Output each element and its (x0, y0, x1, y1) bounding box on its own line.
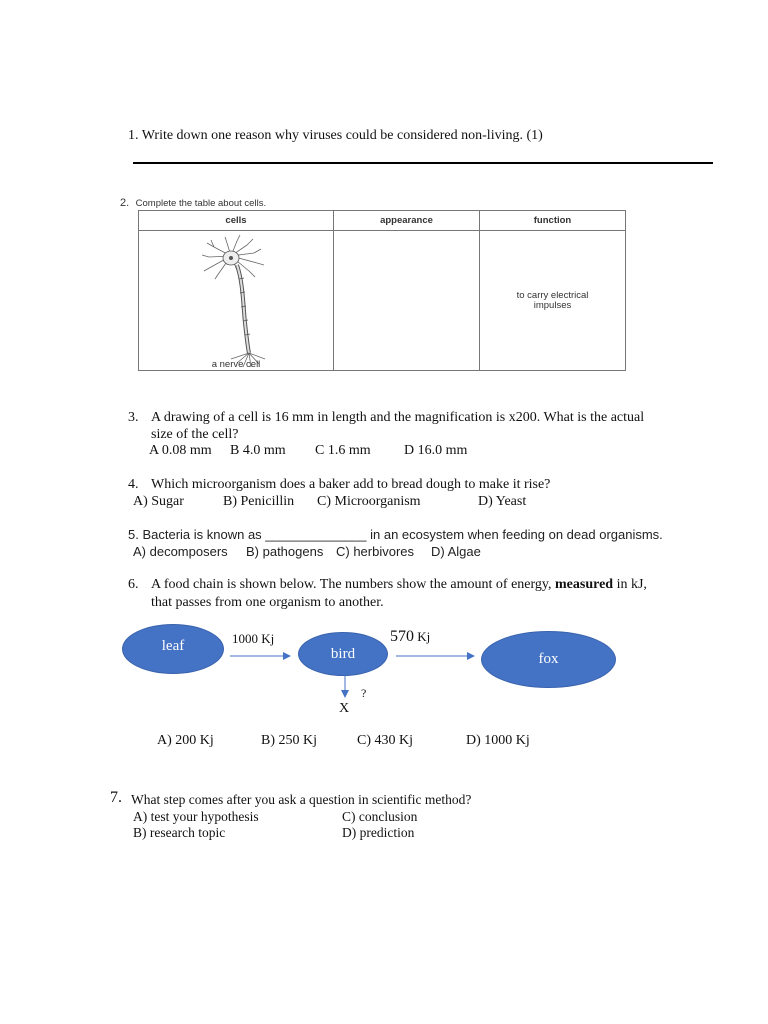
question-6-line2: that passes from one organism to another. (151, 595, 384, 610)
q4-option-d[interactable]: D) Yeast (478, 494, 527, 509)
question-4-number: 4. (128, 477, 139, 492)
question-4-text: Which microorganism does a baker add to bread dough to make it rise? (151, 477, 551, 492)
question-3-number: 3. (128, 410, 139, 425)
header-function: function (480, 211, 626, 231)
node-leaf-label: leaf (161, 637, 185, 654)
q6-option-a[interactable]: A) 200 Kj (157, 733, 214, 748)
question-6-number: 6. (128, 577, 139, 592)
energy-label-1: 1000 Kj (232, 631, 275, 646)
q7-option-d[interactable]: D) prediction (342, 825, 415, 840)
question-3-line1: A drawing of a cell is 16 mm in length and the magnification is x200. What is the actual (151, 410, 645, 425)
question-2-prompt: Complete the table about cells. (135, 198, 267, 209)
question-2-number: 2. (120, 197, 130, 209)
energy-label-2-unit: Kj (414, 629, 431, 644)
node-bird-label: bird (330, 645, 356, 662)
q5-option-b[interactable]: B) pathogens (246, 544, 324, 559)
q3-option-a[interactable]: A 0.08 mm (149, 443, 212, 458)
question-3-line2: size of the cell? (151, 427, 239, 442)
question-7-number: 7. (110, 789, 122, 806)
header-appearance: appearance (334, 211, 480, 231)
q4-option-c[interactable]: C) Microorganism (317, 494, 421, 509)
question-5-text: 5. Bacteria is known as ______________ in an ecosystem when feeding on dead organisms. (128, 527, 663, 542)
q6-line1-bold: measured (555, 577, 614, 592)
q5-option-a[interactable]: A) decomposers (133, 544, 228, 559)
q6-option-c[interactable]: C) 430 Kj (357, 733, 413, 748)
q6-option-b[interactable]: B) 250 Kj (261, 733, 317, 748)
q6-line1-end: in kJ, (613, 577, 647, 592)
function-text: to carry electrical impulses (516, 289, 589, 311)
energy-label-2-number: 570 (390, 628, 414, 645)
q3-option-d[interactable]: D 16.0 mm (404, 443, 468, 458)
node-fox-label: fox (538, 651, 559, 667)
q4-option-a[interactable]: A) Sugar (133, 494, 184, 509)
question-1: 1. Write down one reason why viruses could be considered non-living. (1) (128, 128, 543, 143)
q5-option-c[interactable]: C) herbivores (336, 544, 415, 559)
q6-line1-start: A food chain is shown below. The numbers show the amount of energy, (151, 577, 555, 592)
loss-label-x: X (339, 701, 350, 716)
energy-label-2 (390, 628, 430, 646)
header-cells: cells (139, 211, 334, 231)
q4-option-b[interactable]: B) Penicillin (223, 494, 295, 509)
loss-question-mark: ? (361, 686, 367, 700)
q7-option-b[interactable]: B) research topic (133, 825, 226, 840)
q7-option-a[interactable]: A) test your hypothesis (133, 809, 259, 824)
q3-option-b[interactable]: B 4.0 mm (230, 443, 286, 458)
q7-option-c[interactable]: C) conclusion (342, 809, 418, 824)
q3-option-c[interactable]: C 1.6 mm (315, 443, 371, 458)
question-7-text: What step comes after you ask a question in scientific method? (131, 792, 472, 807)
nerve-cell-caption: a nerve cell (211, 359, 261, 370)
q6-option-d[interactable]: D) 1000 Kj (466, 733, 530, 748)
q5-option-d[interactable]: D) Algae (431, 544, 481, 559)
